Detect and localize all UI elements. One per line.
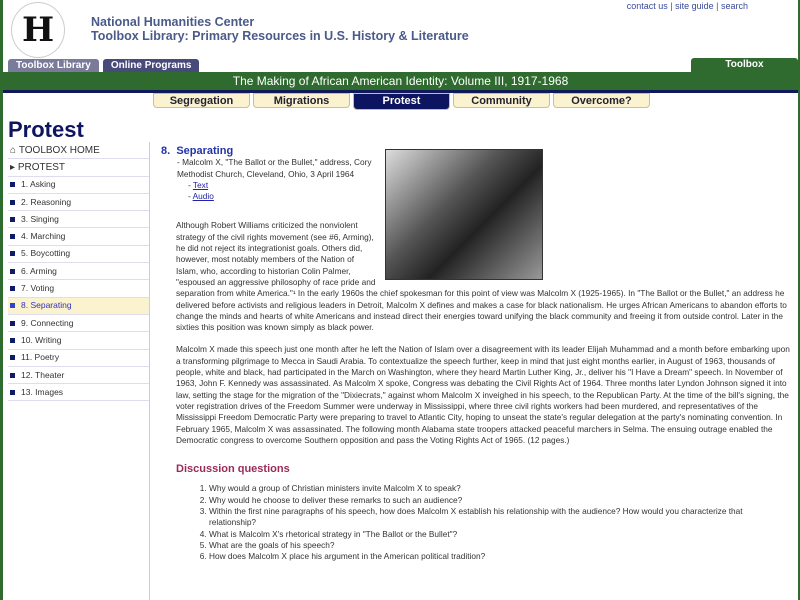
site-name: National Humanities Center [91,15,255,29]
subtab-segregation[interactable]: Segregation [153,93,250,108]
bullet-icon [10,234,15,239]
bullet-icon [10,286,15,291]
discussion-heading: Discussion questions [176,463,290,476]
sidebar-item[interactable] [8,211,149,228]
sidebar-label: 12. Theater [21,369,65,380]
search-link[interactable]: search [720,1,748,11]
bullet-icon [10,303,15,308]
section-title: Separating [176,145,234,157]
sidebar-label: 10. Writing [21,334,62,345]
bullet-icon [10,390,15,395]
discussion-question: 4. What is Malcolm X's rhetorical strategy in "The Ballot or the Bullet"? [209,529,791,540]
text-link[interactable]: Text [192,179,209,190]
bullet-icon [10,251,15,256]
sidebar-item[interactable] [8,332,149,349]
sidebar-protest[interactable] [8,159,149,176]
discussion-question: 1. Why would a group of Christian ministers invite Malcolm X to speak? [209,483,791,494]
tab-toolbox[interactable]: Toolbox [691,58,798,72]
sidebar-label: 5. Boycotting [21,248,71,259]
intro-paragraph: Although Robert Williams criticized the nonviolent strategy of the civil rights movement (see #6, Arming), he did not reject its integrationist goals. Others did, however, most notably members of the Nation of Islam, who, according to historian Colin Palmer, "espoused an aggressive philosophy of race pride and separation from white America."¹ In the early 1960s the chief spokesman for this point of view was Malcolm X (1925-1965). In "The Ballot or the Bullet," an address he delivered before activists and religious leaders in Detroit, Malcolm X defines and makes a case for black nationalism. He urges African Americans to abandon efforts to change the minds and hearts of white Americans and instead direct their energies toward unifying the black community and freeing it from outside control. Later in the sixties this position was known simply as black power. [176,220,787,333]
sidebar-label: TOOLBOX HOME [18,144,100,156]
context-paragraph: Malcolm X made this speech just one month after he left the Nation of Islam over a disagreement with its leader Elijah Muhammad and a month before embarking upon a transforming pilgrimage to Mecca in Saudi Arabia. To contextualize the speech further, keep in mind that just eight months earlier, in August of 1963, thousands of people, white and black, had participated in the March on Washington, where they heard Martin Luther King, Jr., deliver his "I Have a Dream" speech. In November of 1963, John F. Kennedy was assassinated. As Malcolm X spoke, Congress was debating the Civil Rights Act of 1964. Three months later Lyndon Johnson signed it into law, setting the stage for the migration of the "Dixiecrats," against whom Malcolm X inveighed in his speech, to the Republican Party. At the time of the bill's signing, the voter registration drives of the Freedom Summer were underway in Mississippi, where three civil rights workers had been murdered, and representatives of the Mississippi Freedom Democratic Party were preparing to travel to Atlantic City, hoping to unseat the state's regular delegation at the party's nominating convention. In February 1965, Malcolm X was assassinated. The following month Alabama state troopers attacked peaceful marchers in Selma. The ensuing outrage enabled the Democratic congress to overcome Southern opposition and pass the Voting Rights Act of 1965. (12 pages.) [176,344,790,445]
sidebar-label: 6. Arming [21,265,57,276]
bullet-icon [10,338,15,343]
discussion-list [209,483,791,562]
sidebar-label: 3. Singing [21,213,59,224]
sidebar-label: PROTEST [17,161,66,173]
sidebar-toolbox-home[interactable] [8,142,149,159]
discussion-question: 6. How does Malcolm X place his argument in the American political tradition? [209,551,791,562]
sidebar-label: 7. Voting [21,283,55,294]
banner-title: The Making of African American Identity: Volume III, 1917-1968 [3,72,798,93]
subtab-overcome[interactable]: Overcome? [553,93,650,108]
section-number: 8. [161,145,171,157]
sidebar-label: 1. Asking [21,179,56,190]
sidebar-label: 11. Poetry [21,352,60,363]
subtab-migrations[interactable]: Migrations [253,93,350,108]
discussion-question: 5. What are the goals of his speech? [209,540,791,551]
discussion-question: 2. Why would he choose to deliver these remarks to such an audience? [209,495,791,506]
tab-toolbox-library[interactable]: Toolbox Library [8,59,99,72]
sidebar-item[interactable] [8,280,149,297]
bullet-icon [10,200,15,205]
site-title [91,15,469,43]
bullet-icon [10,269,15,274]
sidebar-item[interactable] [8,350,149,367]
malcolm-x-photo [385,149,543,280]
triangle-right-icon: ▸ [10,161,16,173]
sidebar-label: 13. Images [21,386,64,397]
site-guide-link[interactable]: site guide [675,1,714,11]
sidebar-label: 2. Reasoning [21,196,72,207]
audio-link[interactable]: Audio [192,191,214,202]
sidebar-label: 8. Separating [21,300,72,311]
bullet-icon [10,355,15,360]
sidebar-item[interactable] [8,315,149,332]
sidebar-item[interactable] [8,263,149,280]
site-subtitle: Toolbox Library: Primary Resources in U.S. History & Literature [91,29,469,43]
contact-us-link[interactable]: contact us [626,1,668,11]
sidebar-item[interactable] [8,384,149,401]
sidebar-label: 9. Connecting [21,317,74,328]
sidebar [8,142,150,600]
sidebar-item[interactable] [8,246,149,263]
bullet-icon [10,217,15,222]
sidebar-label: 4. Marching [21,231,66,242]
top-links: contact us | site guide | search [626,1,748,11]
subtab-protest[interactable]: Protest [353,93,450,110]
main-content: 8. Separating - Malcolm X, "The Ballot or the Bullet," address, Cory Methodist Church, Cleveland, Ohio, 3 April 1964 - Text - Audio Although Robert Williams criticized the nonviolent strategy of the civil rights movement (see #6, Arming), he did not reject its integrationist goals. Others did, however, most notably members of the Nation of Islam, who, according to historian Colin Palmer, "espoused an aggressive philosophy of race pride and separation from white America."¹ In the early 1960s the chief spokesman for this point of view was Malcolm X (1925-1965). In "The Ballot or the Bullet," an address he delivered before activists and religious leaders in Detroit, Malcolm X defines and makes a case for black nationalism. He urges African Americans to abandon efforts to change the minds and hearts of white Americans and instead direct their energies toward unifying the black community and freeing it from outside control. Later in the sixties this position was known simply as black power. Malcolm X made this speech just one month after he left the Nation of Islam over a disagreement with its leader Elijah Muhammad and a month before embarking upon a transforming pilgrimage to Mecca in Saudi Arabia. To contextualize the speech further, keep in mind that just eight months earlier, in August of 1963, thousands of people, white and black, had participated in the March on Washington, where they heard Martin Luther King, Jr., deliver his "I Have a Dream" speech. In November of 1963, John F. Kennedy was assassinated. As Malcolm X spoke, Congress was debating the Civil Rights Act of 1964. Three months later Lyndon Johnson signed it into law, setting the stage for the migration of the "Dixiecrats," against whom Malcolm X inveighed in his speech, to the Republican Party. At the time of the bill's signing, the voter registration drives of the Freedom Summer were underway in Mississippi, where three civil rights workers had been murdered, and representatives of the Mississippi Freedom Democratic Party were preparing to travel to Atlantic City, hoping to unseat the state's regular delegation at the party's nominating convention. In February 1965, Malcolm X was assassinated. The following month Alabama state troopers attacked peaceful marchers in Selma. The ensuing outrage enabled the Democratic congress to overcome Southern opposition and pass the Voting Rights Act of 1965. (12 pages.) Discussion questions 1. Why would a group of Christian ministers invite Malcolm X to speak? 2. Why would he choose to deliver these remarks to such an audience? 3. Within the first nine paragraphs of his speech, how does Malcolm X establish his relationship with the audience? How would you characterize that relationship? 4. What is Malcolm X's rhetorical strategy in "The Ballot or the Bullet"? 5. What are the goals of his speech? 6. How does Malcolm X place his argument in the American political tradition? [161,146,791,563]
citation: - Malcolm X, "The Ballot or the Bullet," address, Cory Methodist Church, Cleveland, Ohio, 3 April 1964 [177,157,372,179]
sidebar-item[interactable] [8,298,149,315]
home-icon: ⌂ [10,144,17,156]
sidebar-item[interactable] [8,177,149,194]
sidebar-item[interactable] [8,367,149,384]
sidebar-item[interactable] [8,228,149,245]
bullet-icon [10,182,15,187]
page-title: Protest [8,117,84,142]
bullet-icon [10,321,15,326]
bullet-icon [10,373,15,378]
discussion-question: 3. Within the first nine paragraphs of his speech, how does Malcolm X establish his relationship with the audience? How would you characterize that relationship? [209,506,791,529]
sidebar-item[interactable] [8,194,149,211]
subtab-community[interactable]: Community [453,93,550,108]
nhc-logo[interactable]: H [11,2,65,58]
tab-online-programs[interactable]: Online Programs [103,59,200,72]
